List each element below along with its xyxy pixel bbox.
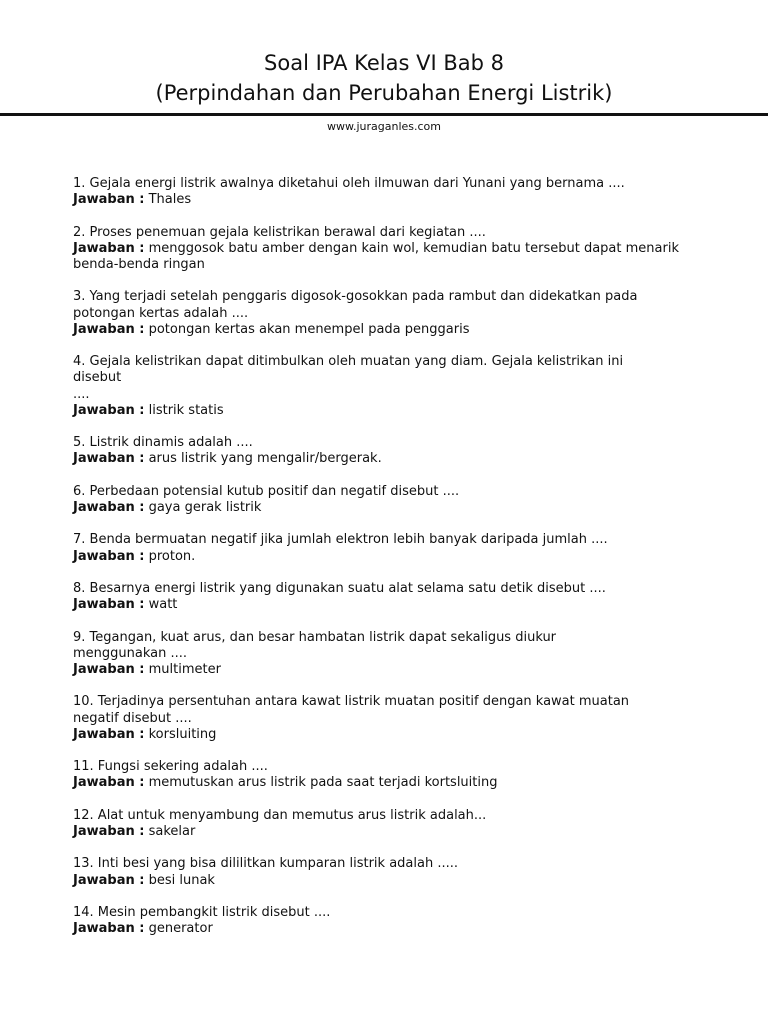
answer-text: arus listrik yang mengalir/bergerak. — [148, 451, 382, 467]
answer-line — [73, 403, 713, 419]
answer-text: korsluiting — [148, 726, 217, 742]
answer-line — [73, 921, 713, 937]
answer-line — [73, 500, 713, 516]
answer-label: Jawaban : — [73, 872, 145, 888]
answer-label: Jawaban : — [73, 451, 145, 467]
question-item — [73, 289, 713, 338]
answer-text: proton. — [148, 548, 196, 564]
answer-line — [73, 824, 713, 840]
answer-text: watt — [148, 597, 178, 613]
answer-text: memutuskan arus listrik pada saat terjadi kortsluiting — [148, 775, 498, 791]
question-text: 13. Inti besi yang bisa dililitkan kumparan listrik adalah ..... — [73, 856, 458, 872]
question-item — [73, 808, 713, 840]
answer-label: Jawaban : — [73, 321, 145, 337]
question-text: 2. Proses penemuan gejala kelistrikan berawal dari kegiatan .... — [73, 224, 486, 240]
question-text: 14. Mesin pembangkit listrik disebut .... — [73, 904, 331, 920]
answer-line — [73, 241, 713, 273]
answer-text: gaya gerak listrik — [148, 499, 262, 515]
answer-label: Jawaban : — [73, 548, 145, 564]
question-text: 5. Listrik dinamis adalah .... — [73, 435, 253, 451]
answer-label: Jawaban : — [73, 921, 145, 937]
answer-line — [73, 727, 713, 743]
page-title: Soal IPA Kelas VI Bab 8 — [264, 51, 504, 75]
page-subtitle: (Perpindahan dan Perubahan Energi Listrik) — [155, 81, 613, 105]
question-item — [73, 435, 713, 467]
question-item — [73, 225, 713, 274]
answer-text: menggosok batu amber dengan kain wol, kemudian batu tersebut dapat menarik benda-benda ringan — [73, 240, 679, 272]
question-text: 7. Benda bermuatan negatif jika jumlah elektron lebih banyak daripada jumlah .... — [73, 532, 608, 548]
answer-text: potongan kertas akan menempel pada penggaris — [148, 321, 470, 337]
answer-label: Jawaban : — [73, 775, 145, 791]
website-link[interactable]: www.juraganles.com — [326, 120, 441, 133]
question-text: 10. Terjadinya persentuhan antara kawat listrik muatan positif dengan kawat muatan negatif disebut .... — [73, 694, 630, 726]
question-item — [73, 759, 713, 791]
answer-line — [73, 549, 713, 565]
question-text: 12. Alat untuk menyambung dan memutus arus listrik adalah... — [73, 807, 487, 823]
question-text: 4. Gejala kelistrikan dapat ditimbulkan oleh muatan yang diam. Gejala kelistrikan ini disebut .... — [73, 354, 624, 402]
question-text: 8. Besarnya energi listrik yang digunakan suatu alat selama satu detik disebut .... — [73, 580, 606, 596]
answer-label: Jawaban : — [73, 597, 145, 613]
answer-label: Jawaban : — [73, 726, 145, 742]
answer-text: generator — [148, 921, 213, 937]
answer-line — [73, 873, 713, 889]
answer-line — [73, 451, 713, 467]
answer-label: Jawaban : — [73, 823, 145, 839]
question-item — [73, 694, 713, 743]
answer-label: Jawaban : — [73, 499, 145, 515]
answer-text: listrik statis — [148, 402, 224, 418]
answer-line — [73, 597, 713, 613]
answer-line — [73, 775, 713, 791]
answer-text: besi lunak — [148, 872, 215, 888]
question-text: 9. Tegangan, kuat arus, dan besar hambatan listrik dapat sekaligus diukur menggunakan .... — [73, 629, 557, 661]
question-item — [73, 905, 713, 937]
header-divider — [0, 113, 768, 116]
answer-text: Thales — [148, 192, 192, 208]
answer-line — [73, 192, 713, 208]
question-item — [73, 581, 713, 613]
question-item — [73, 856, 713, 888]
answer-label: Jawaban : — [73, 192, 145, 208]
answer-label: Jawaban : — [73, 240, 145, 256]
question-item — [73, 354, 713, 419]
question-item — [73, 176, 713, 208]
answer-text: multimeter — [148, 661, 221, 677]
question-text: 11. Fungsi sekering adalah .... — [73, 759, 268, 775]
answer-line — [73, 322, 713, 338]
answer-line — [73, 662, 713, 678]
question-item — [73, 532, 713, 564]
question-item — [73, 630, 713, 679]
question-text: 3. Yang terjadi setelah penggaris digosok-gosokkan pada rambut dan didekatkan pada potongan kertas adalah .... — [73, 289, 638, 321]
answer-label: Jawaban : — [73, 402, 145, 418]
question-item — [73, 484, 713, 516]
answer-label: Jawaban : — [73, 661, 145, 677]
question-text: 1. Gejala energi listrik awalnya diketahui oleh ilmuwan dari Yunani yang bernama .... — [73, 176, 625, 191]
question-text: 6. Perbedaan potensial kutub positif dan negatif disebut .... — [73, 483, 460, 499]
answer-text: sakelar — [148, 823, 196, 839]
question-list — [73, 176, 713, 954]
